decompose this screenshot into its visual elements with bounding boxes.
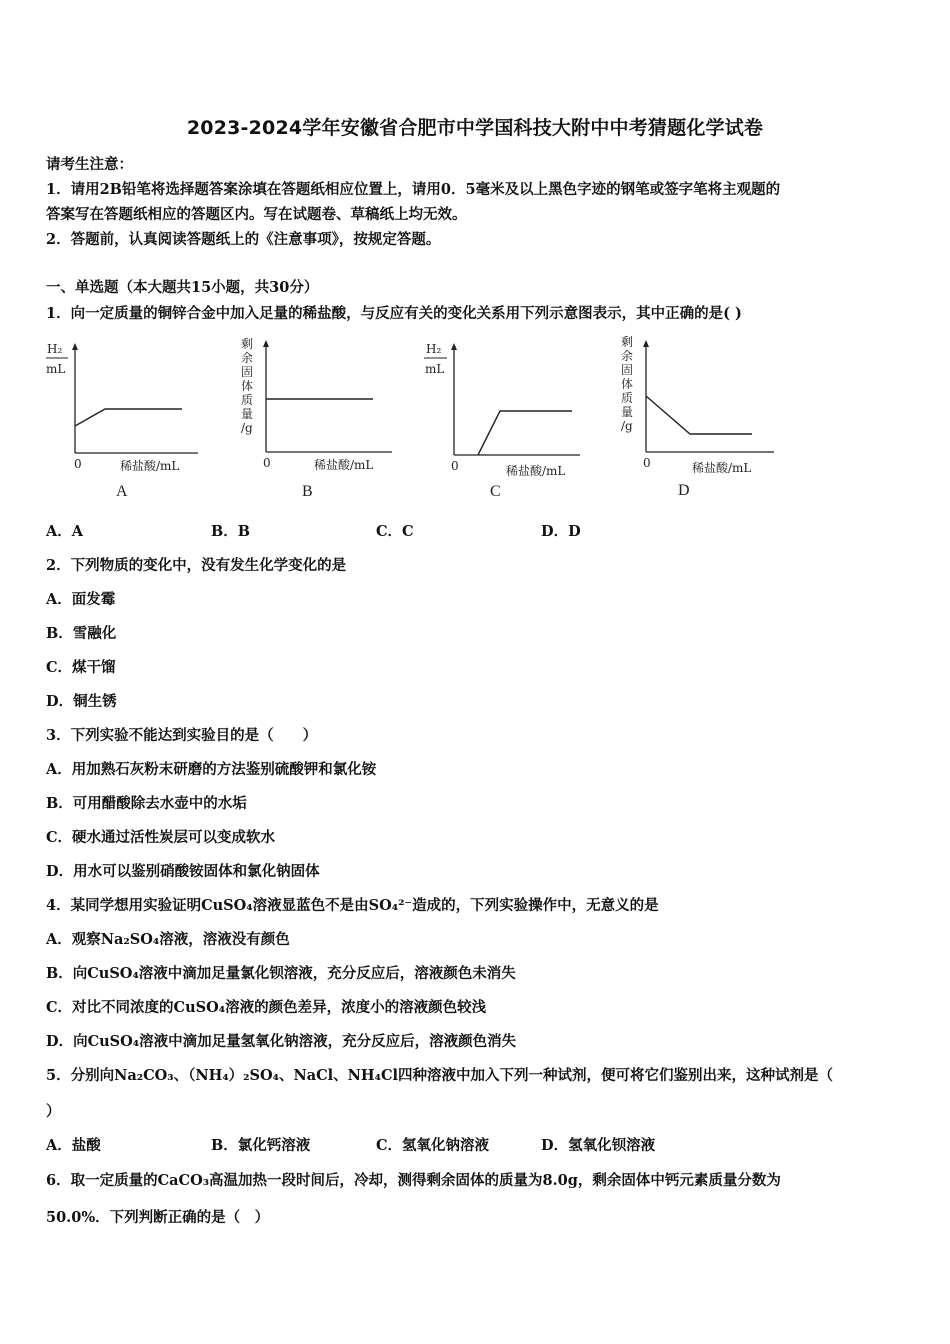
graph-b-svg (232, 336, 402, 500)
q1-stem: 1．向一定质量的铜锌合金中加入足量的稀盐酸，与反应有关的变化关系用下列示意图表示，其中正确的是( ) (46, 305, 742, 322)
graph-b-y-label-1: 剩 (241, 337, 254, 351)
graph-a-x-label: 稀盐酸/mL (120, 459, 180, 473)
q5-option-d: D．氢氧化钡溶液 (541, 1137, 656, 1154)
graph-d-y-label-1: 剩 (621, 335, 634, 349)
q4-stem: 4．某同学想用实验证明CuSO₄溶液显蓝色不是由SO₄²⁻造成的，下列实验操作中，无意义的是 (46, 897, 659, 914)
graph-d-y-label-6: 量 (621, 405, 634, 419)
graph-b (232, 336, 402, 504)
graph-b-origin: 0 (263, 456, 271, 470)
graph-b-y-label-7: /g (241, 421, 253, 435)
q1-option-d: D．D (541, 523, 581, 540)
graph-d-letter: D (678, 482, 690, 499)
graph-c-y-label: H₂ (426, 342, 442, 356)
graph-b-x-label: 稀盐酸/mL (314, 458, 374, 472)
graph-a-y-arrow (72, 343, 78, 350)
graph-a-letter: A (116, 483, 128, 500)
q2-option-b: B．雪融化 (46, 625, 117, 642)
q3-option-d: D．用水可以鉴别硝酸铵固体和氯化钠固体 (46, 863, 320, 880)
graph-c-curve (478, 411, 572, 455)
graph-b-y-label-2: 余 (241, 351, 254, 365)
graph-d-y-label-3: 固 (621, 363, 634, 377)
graph-c-y-unit: mL (425, 362, 445, 376)
graph-d-svg (612, 332, 782, 500)
graph-a-svg (40, 340, 200, 500)
q1-option-a: A．A (46, 523, 84, 540)
q4-option-b: B．向CuSO₄溶液中滴加足量氯化钡溶液，充分反应后，溶液颜色未消失 (46, 965, 516, 982)
graph-d-origin: 0 (643, 456, 651, 470)
graph-c-origin: 0 (451, 459, 459, 473)
graph-d-y-label-7: /g (621, 419, 633, 433)
graph-b-y-arrow (263, 340, 269, 347)
graph-c-y-arrow (451, 343, 457, 350)
q3-option-c: C．硬水通过活性炭层可以变成软水 (46, 829, 276, 846)
graph-c-svg (420, 340, 590, 500)
graph-b-y-label-6: 量 (241, 407, 254, 421)
graph-a-curve (75, 409, 182, 426)
q3-option-b: B．可用醋酸除去水壶中的水垢 (46, 795, 247, 812)
section-heading: 一、单选题（本大题共15小题，共30分） (46, 279, 319, 296)
graph-a-y-unit: mL (46, 362, 66, 376)
q2-option-d: D．铜生锈 (46, 693, 117, 710)
notice-item-2: 2．答题前，认真阅读答题纸上的《注意事项》，按规定答题。 (46, 231, 441, 248)
q4-option-c: C．对比不同浓度的CuSO₄溶液的颜色差异，浓度小的溶液颜色较浅 (46, 999, 487, 1016)
graph-b-y-label-5: 质 (241, 393, 254, 407)
graph-c (420, 340, 590, 504)
graph-d-y-label-4: 体 (621, 377, 634, 391)
q5-stem-a: 5．分别向Na₂CO₃、（NH₄）₂SO₄、NaCl、NH₄Cl四种溶液中加入下列一种试剂，便可将它们鉴别出来，这种试剂是（ (46, 1067, 834, 1084)
q3-stem: 3．下列实验不能达到实验目的是（ ） (46, 727, 318, 744)
graph-d-y-label-5: 质 (621, 391, 634, 405)
graph-c-letter: C (490, 483, 501, 500)
notice-heading: 请考生注意： (46, 156, 133, 173)
q5-option-c: C．氢氧化钠溶液 (376, 1137, 490, 1154)
graph-a-y-label: H₂ (47, 342, 63, 356)
q5-stem-b: ） (46, 1103, 61, 1120)
graph-d-x-label: 稀盐酸/mL (692, 461, 752, 475)
q6-stem-b: 50.0%．下列判断正确的是（ ） (46, 1209, 270, 1226)
q1-option-b: B．B (211, 523, 251, 540)
graph-b-y-label-4: 体 (241, 379, 254, 393)
q3-option-a: A．用加熟石灰粉末研磨的方法鉴别硫酸钾和氯化铵 (46, 761, 377, 778)
graph-b-letter: B (302, 483, 313, 500)
q5-option-b: B．氯化钙溶液 (211, 1137, 311, 1154)
graph-d-y-label-2: 余 (621, 349, 634, 363)
graph-c-x-label: 稀盐酸/mL (506, 464, 566, 478)
q6-stem-a: 6．取一定质量的CaCO₃高温加热一段时间后，冷却，测得剩余固体的质量为8.0g，剩余固体中钙元素质量分数为 (46, 1172, 781, 1189)
q2-stem: 2．下列物质的变化中，没有发生化学变化的是 (46, 557, 347, 574)
notice-item-1b: 答案写在答题纸相应的答题区内。写在试题卷、草稿纸上均无效。 (46, 206, 467, 223)
q5-option-a: A．盐酸 (46, 1137, 101, 1154)
graph-d-curve (646, 396, 752, 434)
graph-a (40, 340, 200, 504)
graph-a-origin: 0 (74, 457, 82, 471)
q1-option-c: C．C (376, 523, 414, 540)
graph-b-y-label-3: 固 (241, 365, 254, 379)
q2-option-c: C．煤干馏 (46, 659, 116, 676)
graph-d (612, 332, 782, 504)
notice-item-1a: 1．请用2B铅笔将选择题答案涂填在答题纸相应位置上，请用0．5毫米及以上黑色字迹的钢笔或签字笔将主观题的 (46, 181, 781, 198)
q4-option-d: D．向CuSO₄溶液中滴加足量氢氧化钠溶液，充分反应后，溶液颜色消失 (46, 1033, 517, 1050)
q4-option-a: A．观察Na₂SO₄溶液，溶液没有颜色 (46, 931, 290, 948)
page-title: 2023-2024学年安徽省合肥市中学国科技大附中中考猜题化学试卷 (186, 117, 764, 139)
graph-d-y-arrow (643, 340, 649, 347)
q2-option-a: A．面发霉 (46, 591, 116, 608)
